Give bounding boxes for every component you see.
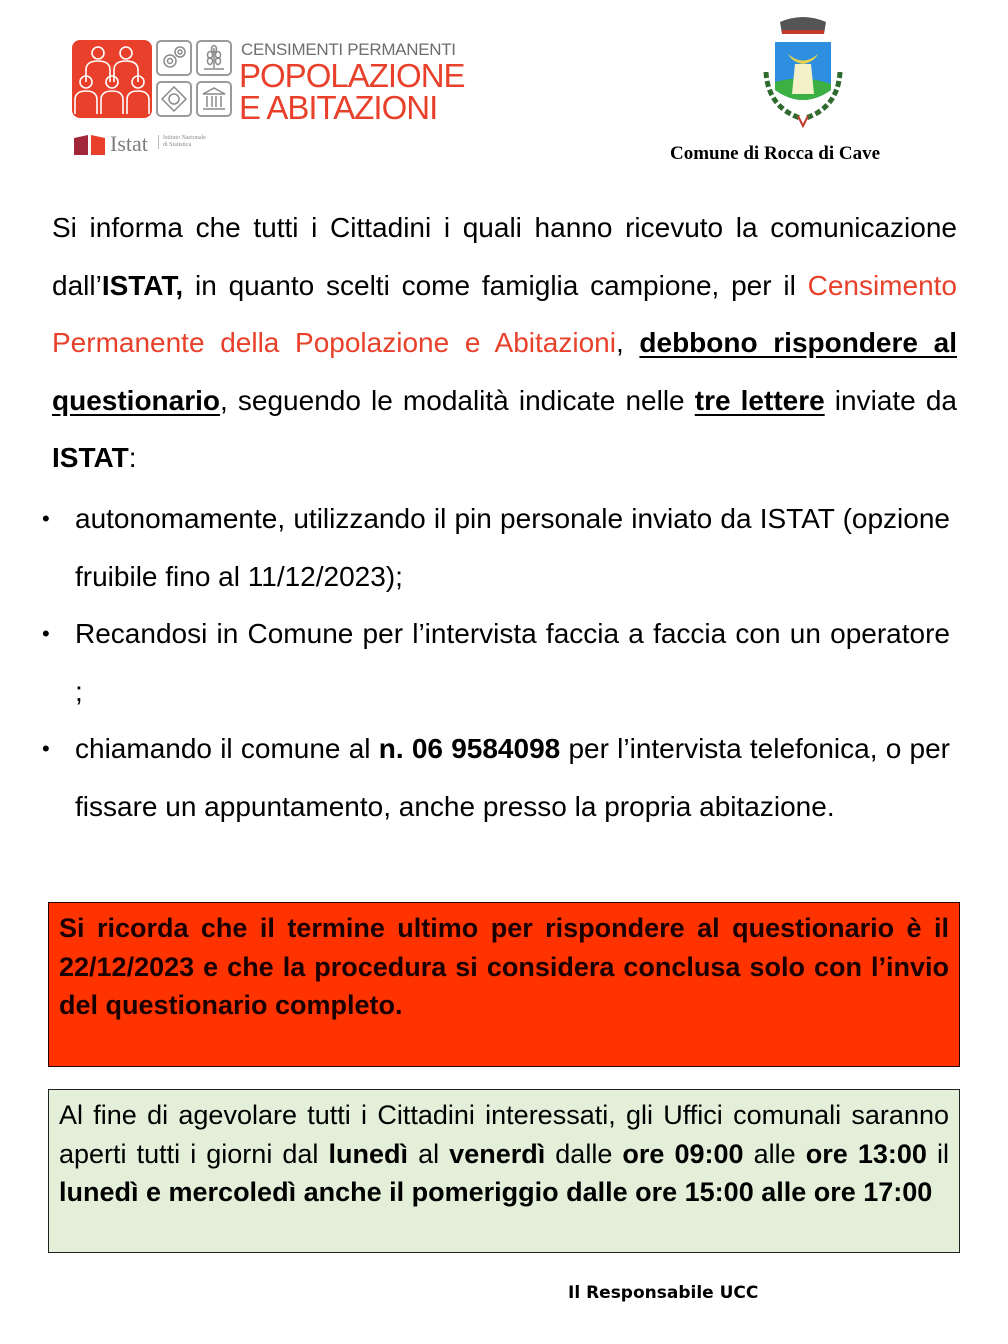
bullet-icon: • <box>42 506 50 531</box>
logo-title-small: CENSIMENTI PERMANENTI <box>241 40 456 59</box>
census-people-icon <box>72 40 152 118</box>
three-letters-emphasis: tre lettere <box>694 384 825 416</box>
hours-text: al <box>408 1138 450 1169</box>
intro-text: inviate da <box>824 384 957 416</box>
hours-text: Al fine di agevolare tutti i Cittadini interessati, gli Uffici comunali saranno aperti tutti i giorni dal <box>59 1100 949 1169</box>
phone-number: n. 06 9584098 <box>378 733 561 764</box>
deadline-notice <box>48 902 960 1067</box>
census-name: Censimento Permanente della Popolazione e Abitazioni <box>52 269 957 358</box>
hours-bold: ore 09:00 <box>622 1138 744 1169</box>
option-text: chiamando il comune al <box>75 733 379 764</box>
hours-bold: venerdì <box>449 1138 546 1169</box>
census-logo <box>72 40 465 165</box>
intro-paragraph <box>52 199 957 487</box>
option-text: autonomamente, utilizzando il pin personale inviato da ISTAT (opzione fruibile fino al 11/12/2023); <box>75 503 950 592</box>
bullet-icon: • <box>42 736 50 761</box>
option-text: Recandosi in Comune per l’intervista faccia a faccia con un operatore ; <box>75 618 950 707</box>
logo-title-line1: POPOLAZIONE <box>239 57 465 94</box>
hours-bold: lunedì <box>328 1138 408 1169</box>
intro-text: : <box>128 442 137 473</box>
hours-text: alle <box>743 1138 806 1169</box>
office-hours-text <box>59 1096 949 1212</box>
must-answer-emphasis: debbono rispondere al questionario <box>52 327 957 416</box>
hours-bold: lunedì e mercoledì anche il pomeriggio dalle ore 15:00 alle ore 17:00 <box>59 1177 933 1207</box>
signature: Il Responsabile UCC <box>568 1283 759 1303</box>
list-item <box>40 720 950 835</box>
istat-bold: ISTAT, <box>101 269 184 301</box>
option-text: per l’intervista telefonica, o per fissare un appuntamento, anche presso la propria abitazione. <box>75 733 951 822</box>
wheat-icon <box>196 40 232 76</box>
response-options-list <box>40 490 950 835</box>
municipality-name: Comune di Rocca di Cave <box>670 143 881 164</box>
intro-text: , <box>615 327 640 358</box>
bullet-icon: • <box>42 621 50 646</box>
istat-wordmark: Istat <box>110 131 148 156</box>
gears-icon <box>156 40 192 76</box>
istat-subtitle: Istituto Nazionale di Statistica <box>158 135 209 149</box>
handshake-circle-icon <box>156 81 192 117</box>
list-item <box>40 490 950 605</box>
deadline-text: Si ricorda che il termine ultimo per rispondere al questionario è il 22/12/2023 e che la procedura si considera conclusa solo con l’invio del questionario completo. <box>59 913 949 1020</box>
intro-text: in quanto scelti come famiglia campione, per il <box>183 269 808 301</box>
coat-of-arms-icon <box>748 12 858 132</box>
office-hours-notice <box>48 1089 960 1253</box>
list-item <box>40 605 950 720</box>
intro-text: Si informa che tutti i Cittadini i quali hanno ricevuto la comunicazione dall’ <box>52 212 957 301</box>
logo-title-line2: E ABITAZIONI <box>239 89 438 126</box>
institution-building-icon <box>196 81 232 117</box>
hours-text: dalle <box>545 1138 623 1169</box>
istat-bold: ISTAT <box>52 442 129 473</box>
hours-text: il <box>926 1138 949 1169</box>
intro-text: , seguendo le modalità indicate nelle <box>220 384 695 416</box>
hours-bold: ore 13:00 <box>805 1138 927 1169</box>
